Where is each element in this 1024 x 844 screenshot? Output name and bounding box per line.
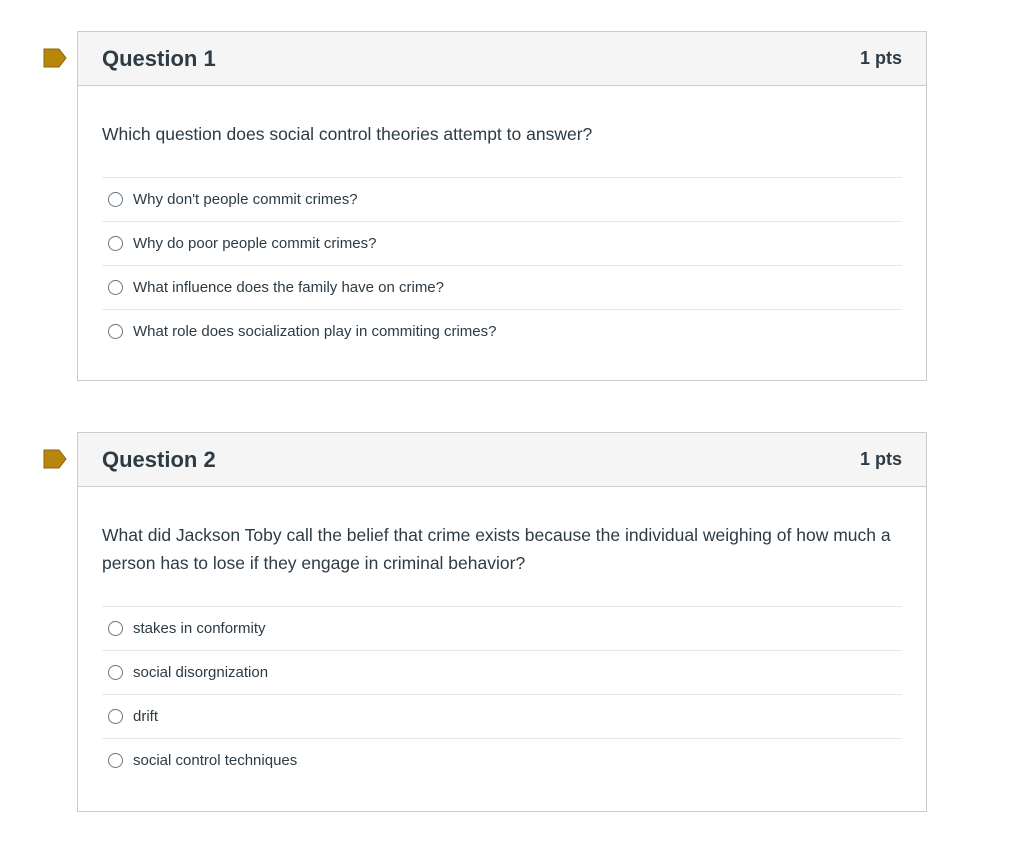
answer-option[interactable]	[102, 738, 902, 782]
question-header	[78, 32, 926, 86]
question-points: 1 pts	[859, 449, 902, 469]
answer-option[interactable]	[102, 606, 902, 650]
answer-option[interactable]	[102, 650, 902, 694]
radio-button-icon[interactable]	[108, 192, 123, 207]
radio-button-icon[interactable]	[108, 236, 123, 251]
question-card-2	[77, 432, 927, 812]
question-text: What did Jackson Toby call the belief that crime exists because the individual weighing of how much a person has to lose if they engage in criminal behavior?	[102, 525, 891, 573]
answer-label[interactable]: Why don't people commit crimes?	[133, 191, 358, 208]
radio-button-icon[interactable]	[108, 753, 123, 768]
radio-button-icon[interactable]	[108, 665, 123, 680]
answer-list	[102, 177, 902, 353]
question-title: Question 2	[102, 446, 216, 472]
flag-question-icon[interactable]	[43, 449, 67, 469]
answer-label[interactable]: social disorgnization	[133, 664, 269, 681]
answer-option[interactable]	[102, 265, 902, 309]
question-body	[78, 487, 926, 782]
answer-label[interactable]: drift	[133, 708, 159, 725]
answer-label[interactable]: stakes in conformity	[133, 620, 266, 637]
answer-label[interactable]: social control techniques	[133, 752, 298, 769]
answer-label[interactable]: What influence does the family have on crime?	[133, 279, 444, 296]
radio-button-icon[interactable]	[108, 324, 123, 339]
radio-button-icon[interactable]	[108, 280, 123, 295]
radio-button-icon[interactable]	[108, 709, 123, 724]
question-card-1	[77, 31, 927, 381]
answer-label[interactable]: Why do poor people commit crimes?	[133, 235, 377, 252]
question-header	[78, 433, 926, 487]
answer-label[interactable]: What role does socialization play in commiting crimes?	[133, 323, 497, 340]
radio-button-icon[interactable]	[108, 621, 123, 636]
answer-option[interactable]	[102, 309, 902, 353]
answer-option[interactable]	[102, 177, 902, 221]
answer-list	[102, 606, 902, 782]
question-body	[78, 86, 926, 353]
answer-option[interactable]	[102, 221, 902, 265]
question-text: Which question does social control theories attempt to answer?	[102, 124, 593, 144]
question-title: Question 1	[102, 45, 216, 71]
answer-option[interactable]	[102, 694, 902, 738]
question-points: 1 pts	[859, 48, 902, 68]
flag-question-icon[interactable]	[43, 48, 67, 68]
